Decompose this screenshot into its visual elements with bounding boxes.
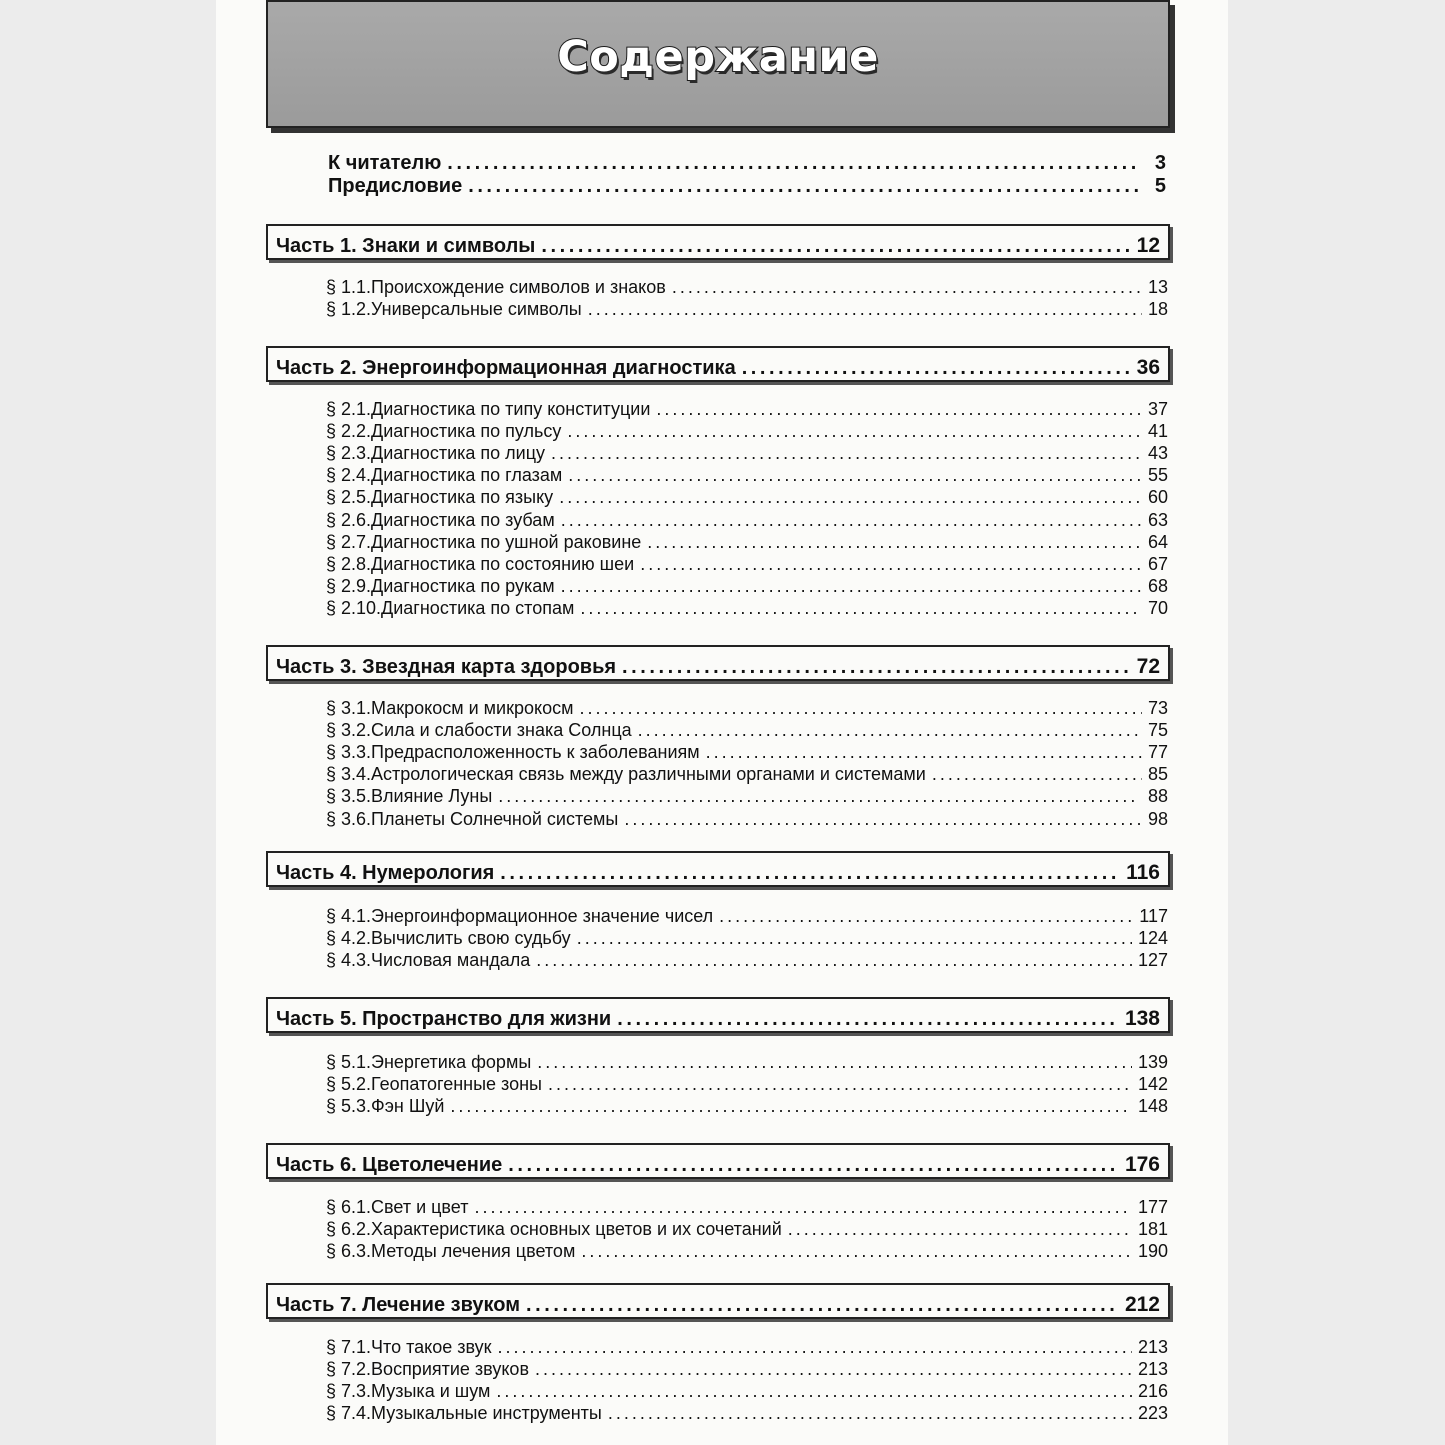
part-title: Часть 2. Энергоинформационная диагностика	[276, 357, 736, 379]
toc-entry[interactable]	[328, 175, 1166, 198]
section-number: § 3.6.	[326, 808, 372, 829]
dot-leader	[541, 235, 1130, 258]
dot-leader	[588, 299, 1142, 320]
page-number: 75	[1147, 720, 1168, 741]
page-number: 139	[1137, 1052, 1168, 1072]
section-entry[interactable]	[326, 421, 1168, 442]
dot-leader	[579, 698, 1142, 719]
section-entry[interactable]	[326, 443, 1168, 464]
section-number: § 3.5.	[326, 786, 372, 807]
page-title: Содержание	[557, 32, 879, 82]
section-number: § 3.2.	[326, 720, 372, 741]
page-number: 60	[1147, 487, 1168, 508]
page-number: 3	[1154, 152, 1166, 174]
section-number: § 2.1.	[326, 399, 372, 419]
section-entry[interactable]	[326, 1096, 1168, 1117]
dot-leader	[526, 1294, 1119, 1317]
page-number: 117	[1139, 906, 1168, 926]
section-title: Диагностика по ушной раковине	[371, 531, 642, 552]
dot-leader	[647, 532, 1142, 553]
section-title: Энергоинформационное значение чисел	[371, 906, 714, 926]
part-heading-box[interactable]	[266, 224, 1170, 260]
section-title: Диагностика по языку	[371, 487, 554, 508]
section-entry[interactable]	[326, 786, 1168, 807]
section-title: Диагностика по лицу	[371, 443, 546, 464]
page-number: 213	[1137, 1337, 1168, 1357]
dot-leader	[706, 742, 1142, 763]
section-title: Музыка и шум	[371, 1381, 491, 1402]
page-number: 5	[1154, 175, 1166, 197]
page-number: 177	[1137, 1197, 1168, 1217]
entry-title: К читателю	[328, 152, 442, 174]
page-number: 88	[1147, 786, 1168, 807]
section-number: § 6.2.	[326, 1219, 372, 1240]
section-entry[interactable]	[326, 532, 1168, 553]
part-title: Часть 5. Пространство для жизни	[276, 1008, 612, 1030]
page-number: 68	[1147, 575, 1168, 596]
section-title: Диагностика по зубам	[371, 509, 555, 530]
page-number: 18	[1147, 299, 1168, 320]
section-number: § 3.3.	[326, 742, 372, 763]
part-heading	[276, 1153, 1160, 1177]
section-entry[interactable]	[326, 576, 1168, 597]
section-title: Диагностика по состоянию шеи	[371, 553, 635, 574]
part-heading	[276, 655, 1160, 679]
dot-leader	[561, 510, 1142, 531]
section-number: § 2.10.	[326, 597, 382, 618]
section-number: § 4.2.	[326, 928, 372, 949]
section-entry[interactable]	[326, 1197, 1168, 1218]
section-number: § 2.4.	[326, 465, 372, 486]
part-heading	[276, 356, 1160, 380]
section-title: Диагностика по глазам	[371, 465, 563, 486]
section-title: Фэн Шуй	[371, 1096, 445, 1117]
section-entry[interactable]	[326, 399, 1168, 420]
section-title: Астрологическая связь между различными органами и системами	[371, 764, 926, 785]
section-title: Предрасположенность к заболеваниям	[371, 742, 700, 763]
section-entry[interactable]	[326, 764, 1168, 785]
page-number: 72	[1136, 655, 1160, 678]
page-number: 98	[1147, 808, 1168, 829]
section-entry[interactable]	[326, 510, 1168, 531]
section-title: Планеты Солнечной системы	[371, 808, 619, 829]
title-banner	[266, 0, 1170, 128]
section-number: § 7.4.	[326, 1403, 372, 1424]
section-number: § 4.3.	[326, 950, 372, 971]
dot-leader	[447, 152, 1141, 175]
page-number: 181	[1137, 1219, 1168, 1240]
page-number: 37	[1147, 399, 1168, 419]
section-title: Геопатогенные зоны	[371, 1074, 542, 1095]
section-title: Числовая мандала	[371, 950, 531, 971]
toc-entry[interactable]	[328, 152, 1166, 175]
dot-leader	[719, 906, 1133, 927]
part-heading-box[interactable]	[266, 997, 1170, 1033]
dot-leader	[536, 950, 1132, 971]
section-entry[interactable]	[326, 720, 1168, 741]
dot-leader	[568, 465, 1142, 486]
dot-leader	[559, 487, 1142, 508]
part-heading	[276, 234, 1160, 258]
section-title: Универсальные символы	[371, 299, 582, 320]
page-number: 176	[1124, 1153, 1160, 1176]
page-number: 36	[1136, 356, 1160, 379]
section-title: Диагностика по пульсу	[371, 421, 562, 442]
section-entry[interactable]	[326, 950, 1168, 971]
page-number: 64	[1147, 531, 1168, 552]
page-number: 124	[1137, 928, 1168, 949]
section-entry[interactable]	[326, 1219, 1168, 1240]
section-number: § 5.1.	[326, 1052, 372, 1072]
page-number: 70	[1147, 597, 1168, 618]
page-number: 41	[1147, 421, 1168, 442]
section-entry[interactable]	[326, 598, 1168, 619]
dot-leader	[638, 720, 1142, 741]
section-entry[interactable]	[326, 1074, 1168, 1095]
page-number: 73	[1147, 698, 1168, 718]
section-entry[interactable]	[326, 928, 1168, 949]
section-entry[interactable]	[326, 1403, 1168, 1424]
section-number: § 6.1.	[326, 1197, 372, 1217]
part-heading-box[interactable]	[266, 851, 1170, 887]
page-number: 216	[1137, 1381, 1168, 1402]
section-number: § 1.2.	[326, 299, 372, 320]
part-title: Часть 4. Нумерология	[276, 862, 495, 884]
section-entry[interactable]	[326, 465, 1168, 486]
section-entry[interactable]	[326, 1359, 1168, 1380]
section-entry[interactable]	[326, 299, 1168, 320]
dot-leader	[551, 443, 1142, 464]
section-entry[interactable]	[326, 554, 1168, 575]
section-number: § 3.1.	[326, 698, 372, 718]
section-entry[interactable]	[326, 906, 1168, 927]
section-number: § 6.3.	[326, 1241, 372, 1262]
dot-leader	[500, 862, 1120, 885]
section-title: Энергетика формы	[371, 1052, 532, 1072]
section-title: Макрокосм и микрокосм	[371, 698, 574, 718]
page-number: 77	[1147, 742, 1168, 763]
dot-leader	[474, 1197, 1132, 1218]
section-title: Характеристика основных цветов и их сочетаний	[371, 1219, 782, 1240]
section-title: Вычислить свою судьбу	[371, 928, 571, 949]
dot-leader	[640, 554, 1142, 575]
section-title: Восприятие звуков	[371, 1359, 530, 1380]
part-heading-box[interactable]	[266, 645, 1170, 681]
part-heading-box[interactable]	[266, 1143, 1170, 1179]
dot-leader	[508, 1154, 1119, 1177]
section-entry[interactable]	[326, 698, 1168, 719]
book-page	[216, 0, 1228, 1445]
dot-leader	[580, 598, 1142, 619]
dot-leader	[498, 1337, 1132, 1358]
section-title: Свет и цвет	[371, 1197, 469, 1217]
section-number: § 2.8.	[326, 553, 372, 574]
page-number: 213	[1137, 1359, 1168, 1380]
page-number: 85	[1147, 764, 1168, 785]
dot-leader	[656, 399, 1142, 420]
page-number: 116	[1126, 861, 1160, 884]
section-entry[interactable]	[326, 1381, 1168, 1402]
section-number: § 2.5.	[326, 487, 372, 508]
page-number: 127	[1137, 950, 1168, 971]
page-number: 12	[1136, 234, 1160, 257]
dot-leader	[622, 656, 1131, 679]
dot-leader	[548, 1074, 1132, 1095]
section-number: § 2.3.	[326, 443, 372, 464]
part-title: Часть 3. Звездная карта здоровья	[276, 656, 617, 678]
dot-leader	[561, 576, 1142, 597]
part-heading-box[interactable]	[266, 346, 1170, 382]
page-number: 55	[1147, 465, 1168, 486]
page-number: 142	[1137, 1074, 1168, 1095]
section-entry[interactable]	[326, 277, 1168, 298]
dot-leader	[581, 1241, 1132, 1262]
dot-leader	[535, 1359, 1132, 1380]
dot-leader	[498, 786, 1140, 807]
section-title: Происхождение символов и знаков	[371, 277, 666, 297]
section-number: § 2.7.	[326, 531, 372, 552]
section-title: Влияние Луны	[371, 786, 493, 807]
part-heading	[276, 1007, 1160, 1031]
section-number: § 7.3.	[326, 1381, 372, 1402]
part-title: Часть 1. Знаки и символы	[276, 235, 536, 257]
page-number: 190	[1137, 1241, 1168, 1262]
part-heading-box[interactable]	[266, 1283, 1170, 1319]
section-entry[interactable]	[326, 742, 1168, 763]
section-title: Методы лечения цветом	[371, 1241, 576, 1262]
section-entry[interactable]	[326, 1241, 1168, 1262]
page-number: 63	[1147, 509, 1168, 530]
section-title: Музыкальные инструменты	[371, 1403, 602, 1424]
section-entry[interactable]	[326, 487, 1168, 508]
dot-leader	[742, 357, 1131, 380]
part-heading	[276, 1293, 1160, 1317]
section-entry[interactable]	[326, 809, 1168, 830]
section-title: Сила и слабости знака Солнца	[371, 720, 632, 741]
section-number: § 1.1.	[326, 277, 372, 297]
dot-leader	[577, 928, 1132, 949]
page-number: 223	[1137, 1403, 1168, 1424]
dot-leader	[567, 421, 1142, 442]
dot-leader	[450, 1096, 1132, 1117]
dot-leader	[608, 1403, 1132, 1424]
page-number: 13	[1147, 277, 1168, 297]
page-number: 138	[1124, 1007, 1160, 1030]
part-title: Часть 7. Лечение звуком	[276, 1294, 520, 1316]
dot-leader	[672, 277, 1142, 298]
section-number: § 7.1.	[326, 1337, 372, 1357]
dot-leader	[468, 175, 1141, 198]
dot-leader	[537, 1052, 1132, 1073]
section-number: § 5.3.	[326, 1096, 372, 1117]
section-number: § 2.6.	[326, 509, 372, 530]
section-title: Диагностика по стопам	[381, 597, 575, 618]
dot-leader	[788, 1219, 1132, 1240]
section-number: § 7.2.	[326, 1359, 372, 1380]
part-heading	[276, 861, 1160, 885]
section-title: Диагностика по типу конституции	[371, 399, 651, 419]
entry-title: Предисловие	[328, 175, 463, 197]
section-title: Что такое звук	[371, 1337, 492, 1357]
section-number: § 2.9.	[326, 575, 372, 596]
section-number: § 5.2.	[326, 1074, 372, 1095]
section-entry[interactable]	[326, 1052, 1168, 1073]
page-number: 67	[1147, 553, 1168, 574]
section-title: Диагностика по рукам	[371, 575, 555, 596]
dot-leader	[932, 764, 1142, 785]
section-number: § 3.4.	[326, 764, 372, 785]
page-number: 148	[1137, 1096, 1168, 1117]
dot-leader	[624, 809, 1142, 830]
page-number: 43	[1147, 443, 1168, 464]
section-entry[interactable]	[326, 1337, 1168, 1358]
dot-leader	[496, 1381, 1132, 1402]
part-title: Часть 6. Цветолечение	[276, 1154, 503, 1176]
section-number: § 4.1.	[326, 906, 372, 926]
page-number: 212	[1124, 1293, 1160, 1316]
dot-leader	[617, 1008, 1119, 1031]
section-number: § 2.2.	[326, 421, 372, 442]
